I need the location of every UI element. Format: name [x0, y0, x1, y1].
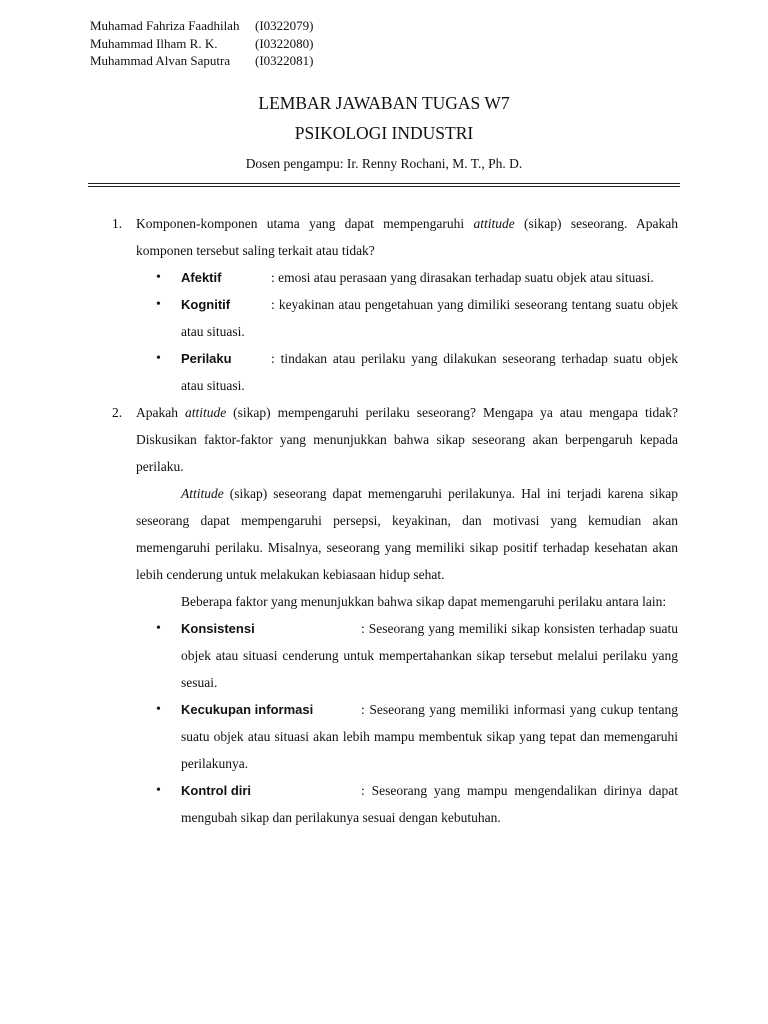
title-block: [0, 92, 768, 173]
paragraph-text: (sikap) seseorang dapat memengaruhi perilakunya. Hal ini terjadi karena sikap seseorang dapat mempengaruhi persepsi, keyakinan, dan motivasi yang kemudian akan memengaruhi perilaku. Misalnya, seseorang yang memiliki sikap positif terhadap kesehatan akan lebih cenderung untuk melakukan kebiasaan hidup sehat.: [136, 486, 678, 582]
answer-paragraph: [0, 588, 768, 615]
list-item-term: Konsistensi: [181, 621, 255, 636]
list-item-desc: : Seseorang yang memiliki informasi yang cukup tentang suatu objek atau situasi akan lebih mampu membentuk sikap yang tepat dan memengaruhi perilakunya.: [181, 702, 678, 771]
list-item-term: Perilaku: [181, 351, 232, 366]
author-row: [90, 52, 314, 70]
author-nim: (I0322080): [255, 35, 314, 51]
list-item: [0, 264, 768, 291]
list-item-desc: : tindakan atau perilaku yang dilakukan seseorang terhadap suatu objek atau situasi.: [181, 351, 678, 393]
bullet-icon: •: [156, 702, 161, 717]
question-number: 2.: [112, 405, 123, 420]
question-text: (sikap) seseorang. Apakah komponen tersebut saling terkait atau tidak?: [136, 216, 678, 258]
component-list: [0, 264, 768, 399]
list-item: [0, 615, 768, 696]
question-italic-term: attitude: [184, 405, 227, 420]
bullet-icon: •: [156, 297, 161, 312]
list-item-desc: : Seseorang yang mampu mengendalikan dirinya dapat mengubah sikap dan perilakunya sesuai dengan kebutuhan.: [181, 783, 678, 825]
factor-list: [0, 615, 768, 831]
course-title: PSIKOLOGI INDUSTRI: [294, 123, 474, 143]
list-item: [0, 345, 768, 399]
author-name: Muhamad Fahriza Faadhilah: [90, 18, 240, 33]
list-item: [0, 777, 768, 831]
list-item-desc: : Seseorang yang memiliki sikap konsisten terhadap suatu objek atau situasi cenderung untuk mempertahankan sikap tersebut melalui perilaku yang sesuai.: [181, 621, 678, 690]
list-item-term: Afektif: [181, 270, 222, 285]
author-nim: (I0322081): [255, 53, 314, 68]
header-divider: [88, 183, 680, 184]
bullet-icon: •: [156, 351, 161, 366]
question-1: [0, 210, 768, 264]
author-name: Muhammad Ilham R. K.: [90, 35, 218, 51]
author-list: [90, 17, 314, 70]
paragraph-italic-term: Attitude: [181, 486, 224, 501]
answer-content: [0, 210, 768, 831]
list-item-desc: : emosi atau perasaan yang dirasakan terhadap suatu objek atau situasi.: [271, 270, 654, 285]
author-row: [90, 35, 314, 53]
question-text: (sikap) mempengaruhi perilaku seseorang? Mengapa ya atau mengapa tidak? Diskusikan faktor-faktor yang menunjukkan bahwa sikap seseorang akan berpengaruh kepada perilaku.: [136, 405, 678, 474]
question-2: [0, 399, 768, 480]
lecturer-line: Dosen pengampu: Ir. Renny Rochani, M. T., Ph. D.: [245, 156, 523, 171]
list-item-desc: : keyakinan atau pengetahuan yang dimiliki seseorang tentang suatu objek atau situasi.: [181, 297, 678, 339]
question-number: 1.: [112, 216, 123, 231]
author-row: [90, 17, 314, 35]
question-italic-term: attitude: [473, 216, 515, 231]
list-item-term: Kontrol diri: [181, 783, 252, 798]
bullet-icon: •: [156, 270, 161, 285]
question-text: Komponen-komponen utama yang dapat mempengaruhi: [136, 216, 474, 231]
bullet-icon: •: [156, 783, 161, 798]
list-item-term: Kognitif: [181, 297, 231, 312]
author-nim: (I0322079): [255, 18, 314, 33]
list-item: [0, 696, 768, 777]
bullet-icon: •: [156, 621, 161, 636]
author-name: Muhammad Alvan Saputra: [90, 53, 231, 68]
document-title: LEMBAR JAWABAN TUGAS W7: [258, 93, 510, 113]
question-text: Apakah: [136, 405, 185, 420]
answer-paragraph: [0, 480, 768, 588]
list-item-term: Kecukupan informasi: [181, 702, 314, 717]
paragraph-text: Beberapa faktor yang menunjukkan bahwa sikap dapat memengaruhi perilaku antara lain:: [181, 594, 667, 609]
header-divider: [88, 186, 680, 187]
list-item: [0, 291, 768, 345]
